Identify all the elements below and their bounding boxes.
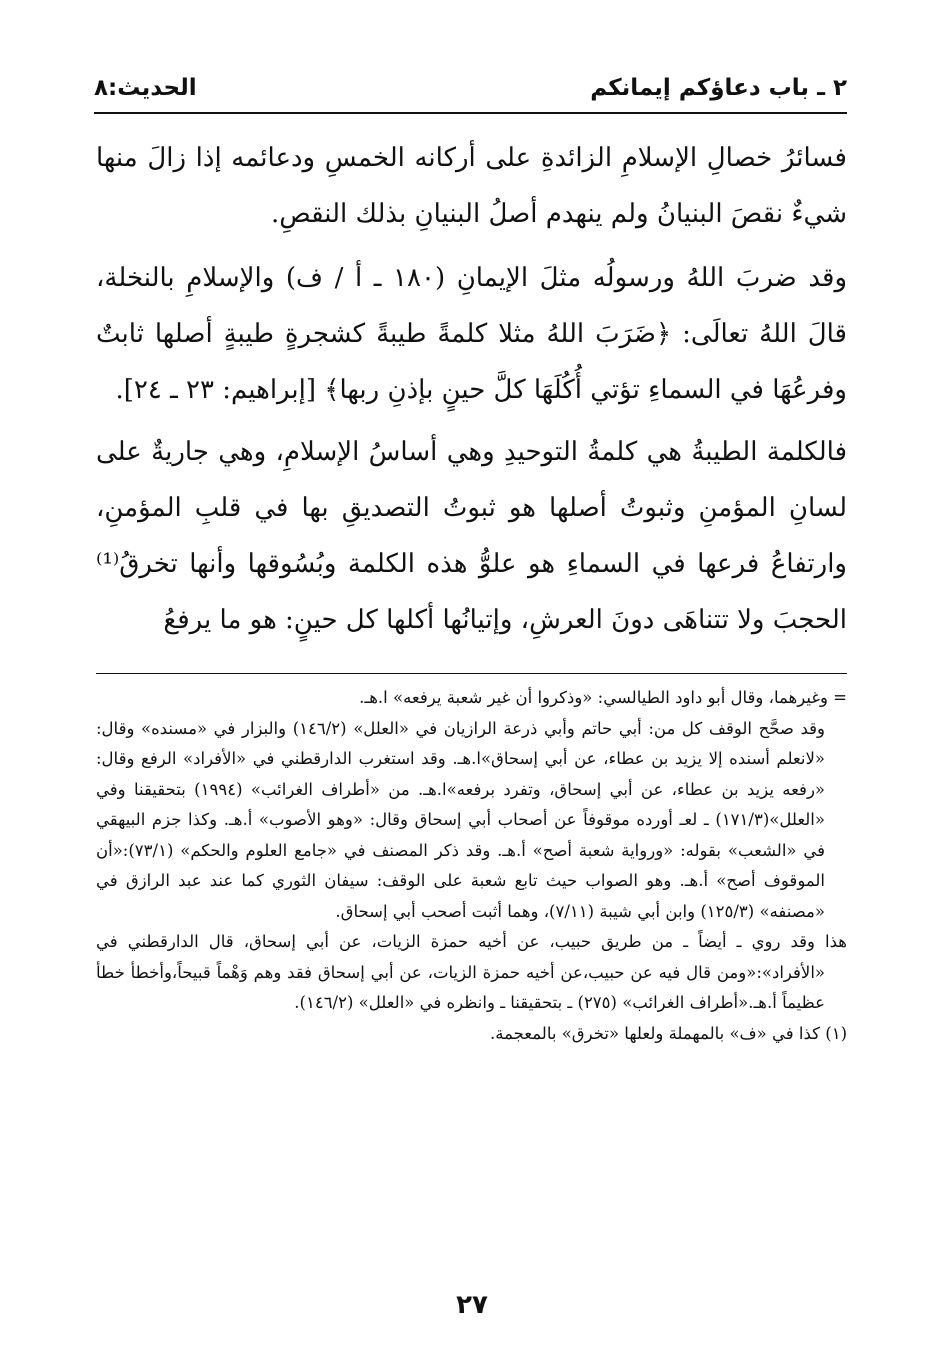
footnote-note-a: وقد صحَّح الوقف كل من: أبي حاتم وأبي ذرعة الرازيان في «العلل» (١٤٦/٢) والبزار في «مسنده» وقال: «لانعلم أسنده إلا يزيد بن عطاء، عن أبي إسحاق»ا.هـ. وقد استغرب الدارقطني في «الأفراد» الرفع وقال: «رفعه يزيد بن عطاء، عن أبي إسحاق، وتفرد برفعه»ا.هـ. من «أطراف الغرائب» (١٩٩٤) بتحقيقنا وفي «العلل»(١٧١/٣) ـ لعـ أورده موقوفاً عن أصحاب أبي إسحاق وقال: «وهو الأصوب» أ.هـ. وكذا جزم البيهقي في «الشعب» بقوله: «ورواية شعبة أصح» أ.هـ. وقد ذكر المصنف في «جامع العلوم والحكم» (٧٣/١):«أن الموقوف أصح» أ.هـ. وهو الصواب حيث تابع شعبة على الوقف: سيفان الثوري كما عند عبد الرازق في «مصنفه» (١٢٥/٣) وابن أبي شيبة (٧/١١)، وهما أثبت أصحب أبي إسحاق. <box>96 718 826 921</box>
chapter-title: ٢ ـ باب دعاؤكم إيمانكم <box>590 75 847 101</box>
paragraph-1: فسائرُ خصالِ الإسلامِ الزائدةِ على أركانه الخمسِ ودعائمه إذا زالَ منها شيءٌ نقصَ البنيانُ ولم ينهدم أصلُ البنيانِ بذلك النقصِ. <box>96 143 847 229</box>
footnote-1: (١) كذا في «ف» بالمهملة ولعلها «تخرق» بالمعجمة. <box>490 1023 847 1043</box>
footnotes <box>96 683 847 1049</box>
hadith-label: الحديث:٨ <box>94 75 197 101</box>
footnote-note-b: هذا وقد روي ـ أيضاً ـ من طريق حبيب، عن أخيه حمزة الزيات، عن أبي إسحاق، قال الدارقطني في «الأفراد»:«ومن قال فيه عن حبيب،عن أخيه حمزة الزيات، عن أبي إسحاق فقد وهم وَهْماً قبيحاً،وأخطأ خطأ عظيماً أ.هـ.«أطراف الغرائب» (٢٧٥) ـ بتحقيقنا ـ وانظره في «العلل» (١٤٦/٢). <box>96 932 847 1012</box>
main-text <box>96 130 847 648</box>
footnote-continuation: = وغيرهما، وقال أبو داود الطيالسي: «وذكروا أن غير شعبة يرفعه» ا.هـ. <box>359 688 847 707</box>
page-number: ٢٧ <box>456 1290 488 1320</box>
running-header <box>94 68 847 108</box>
header-rule <box>94 112 847 114</box>
paragraph-2: وقد ضربَ اللهُ ورسولُه مثلَ الإيمانِ (١٨٠ ـ أ / ف) والإسلامِ بالنخلة، قالَ اللهُ تعالَى: ﴿ضَرَبَ اللهُ مثلا كلمةً طيبةً كشجرةٍ طيبةٍ أصلها ثابتٌ وفرعُهَا في السماءِ تؤتي أُكُلَهَا كلَّ حينٍ بإذنِ ربها﴾ [إبراهيم: ٢٣ ـ ٢٤]. <box>96 263 847 405</box>
footnote-separator <box>96 673 847 674</box>
paragraph-3: فالكلمة الطيبةُ هي كلمةُ التوحيدِ وهي أساسُ الإسلامِ، وهي جاريةٌ على لسانِ المؤمنِ وثبوتُ أصلها هو ثبوتُ التصديقِ بها في قلبِ المؤمنِ، وارتفاعُ فرعها في السماءِ هو علوُّ هذه الكلمة وبُسُوقها وأنها تخرقُ⁽¹⁾ الحجبَ ولا تتناهَى دونَ العرشِ، وإتيانُها أكلها كل حينٍ: هو ما يرفعُ <box>96 437 847 635</box>
